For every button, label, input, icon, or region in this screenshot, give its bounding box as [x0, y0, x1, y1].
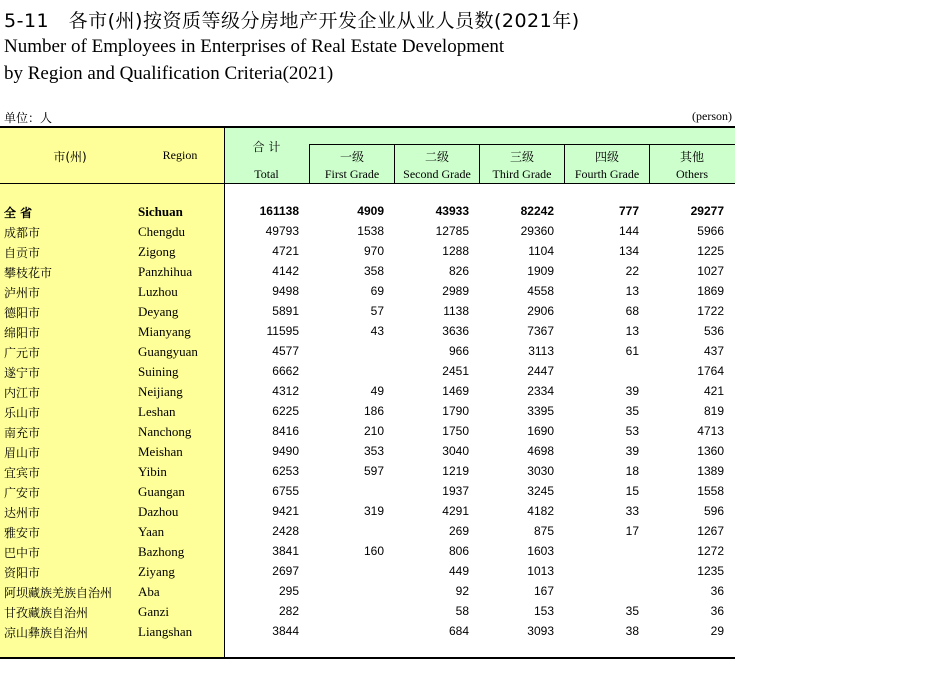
header-other-cn: 其他	[679, 150, 704, 164]
table-row	[0, 422, 735, 442]
total-cell: 4312	[272, 384, 299, 398]
first-grade-cell: 49	[370, 384, 384, 398]
first-grade-cell: 186	[363, 404, 384, 418]
table-title-english-line-1: Number of Employees in Enterprises of Real Estate Development	[4, 36, 505, 57]
first-grade-cell: 210	[363, 424, 384, 438]
fourth-grade-cell: 39	[625, 444, 639, 458]
total-cell: 49793	[265, 224, 299, 238]
second-grade-cell: 449	[448, 564, 469, 578]
others-cell: 1389	[697, 464, 724, 478]
fourth-grade-cell: 68	[625, 304, 639, 318]
table-row	[0, 442, 735, 462]
unit-label-english: (person)	[692, 109, 732, 123]
region-name-cn: 甘孜藏族自治州	[4, 606, 89, 620]
total-cell: 9490	[272, 444, 299, 458]
header-grade-3-cn: 三级	[509, 150, 534, 164]
fourth-grade-cell: 13	[625, 284, 639, 298]
third-grade-cell: 2447	[527, 364, 554, 378]
second-grade-cell: 1937	[442, 484, 469, 498]
total-cell: 4721	[272, 244, 299, 258]
table-row	[0, 282, 735, 302]
first-grade-cell: 970	[363, 244, 384, 258]
header-grade-3-en: Third Grade	[492, 167, 552, 181]
others-cell: 1558	[697, 484, 724, 498]
total-cell: 8416	[272, 424, 299, 438]
region-name-cn: 宜宾市	[4, 466, 41, 480]
region-name-en: Aba	[138, 584, 160, 599]
region-name-cn: 达州市	[4, 506, 41, 520]
table-title-english-line-2: by Region and Qualification Criteria(2021)	[4, 63, 334, 84]
first-grade-cell: 4909	[357, 204, 384, 218]
total-cell: 6253	[272, 464, 299, 478]
third-grade-cell: 153	[533, 604, 554, 618]
others-cell: 36	[710, 584, 724, 598]
table-row	[0, 382, 735, 402]
region-name-en: Zigong	[138, 244, 176, 259]
total-cell: 6755	[272, 484, 299, 498]
table-row	[0, 482, 735, 502]
region-name-cn: 全 省	[4, 206, 33, 220]
region-name-cn: 成都市	[4, 226, 41, 240]
others-cell: 1225	[697, 244, 724, 258]
others-cell: 4713	[697, 424, 724, 438]
second-grade-cell: 806	[448, 544, 469, 558]
region-name-en: Deyang	[138, 304, 179, 319]
others-cell: 1267	[697, 524, 724, 538]
total-cell: 3844	[272, 624, 299, 638]
total-cell: 4142	[272, 264, 299, 278]
fourth-grade-cell: 35	[625, 404, 639, 418]
total-cell: 11595	[266, 324, 299, 338]
fourth-grade-cell: 15	[625, 484, 639, 498]
second-grade-cell: 1288	[442, 244, 469, 258]
region-name-cn: 阿坝藏族羌族自治州	[4, 586, 113, 600]
others-cell: 421	[703, 384, 724, 398]
total-cell: 6662	[272, 364, 299, 378]
region-name-cn: 南充市	[4, 426, 41, 440]
second-grade-cell: 826	[448, 264, 469, 278]
second-grade-cell: 1790	[442, 404, 469, 418]
third-grade-cell: 3113	[528, 344, 554, 358]
second-grade-cell: 1219	[442, 464, 469, 478]
header-other-en: Others	[676, 167, 708, 181]
third-grade-cell: 1909	[527, 264, 554, 278]
region-name-cn: 自贡市	[4, 246, 41, 260]
first-grade-cell: 358	[363, 264, 384, 278]
fourth-grade-cell: 144	[618, 224, 639, 238]
region-name-cn: 资阳市	[4, 566, 41, 580]
second-grade-cell: 966	[448, 344, 469, 358]
first-grade-cell: 43	[370, 324, 384, 338]
header-grade-1-en: First Grade	[324, 167, 380, 181]
region-name-en: Panzhihua	[138, 264, 193, 279]
region-name-en: Suining	[138, 364, 179, 379]
table-row	[0, 402, 735, 422]
table-row	[0, 622, 735, 642]
region-name-en: Neijiang	[138, 384, 183, 399]
others-cell: 1272	[697, 544, 724, 558]
total-cell: 2428	[272, 524, 299, 538]
second-grade-cell: 3040	[442, 444, 469, 458]
region-name-en: Guangyuan	[138, 344, 198, 359]
fourth-grade-cell: 61	[625, 344, 639, 358]
table-row-province-total	[0, 202, 735, 222]
region-name-en: Dazhou	[138, 504, 179, 519]
fourth-grade-cell: 35	[625, 604, 639, 618]
table-row	[0, 242, 735, 262]
region-name-en: Yaan	[138, 524, 165, 539]
second-grade-cell: 1469	[442, 384, 469, 398]
header-region-cn: 市(州)	[53, 150, 87, 164]
total-cell: 9421	[272, 504, 299, 518]
region-name-en: Yibin	[138, 464, 167, 479]
second-grade-cell: 43933	[435, 204, 469, 218]
second-grade-cell: 58	[455, 604, 469, 618]
third-grade-cell: 4182	[527, 504, 554, 518]
header-grade-4-en: Fourth Grade	[574, 167, 640, 181]
fourth-grade-cell: 18	[625, 464, 639, 478]
fourth-grade-cell: 33	[625, 504, 639, 518]
table-row	[0, 262, 735, 282]
others-cell: 437	[703, 344, 724, 358]
table-row	[0, 522, 735, 542]
header-bottom-rule	[0, 183, 735, 184]
first-grade-cell: 1538	[357, 224, 384, 238]
table-row	[0, 462, 735, 482]
others-cell: 536	[703, 324, 724, 338]
table-row	[0, 362, 735, 382]
fourth-grade-cell: 38	[625, 624, 639, 638]
region-name-en: Meishan	[138, 444, 183, 459]
others-cell: 596	[703, 504, 724, 518]
first-grade-cell: 597	[363, 464, 384, 478]
third-grade-cell: 3245	[527, 484, 554, 498]
region-name-cn: 攀枝花市	[4, 266, 53, 280]
second-grade-cell: 3636	[442, 324, 469, 338]
others-cell: 1027	[697, 264, 724, 278]
region-name-en: Nanchong	[138, 424, 192, 439]
others-cell: 1869	[697, 284, 724, 298]
header-grade-4-cn: 四级	[594, 150, 619, 164]
region-name-en: Liangshan	[138, 624, 193, 639]
header-grade-1-cn: 一级	[339, 150, 364, 164]
others-cell: 1235	[697, 564, 724, 578]
fourth-grade-cell: 777	[618, 204, 639, 218]
fourth-grade-cell: 13	[625, 324, 639, 338]
third-grade-cell: 29360	[520, 224, 554, 238]
region-name-en: Sichuan	[138, 204, 183, 219]
second-grade-cell: 269	[448, 524, 469, 538]
total-cell: 2697	[272, 564, 299, 578]
third-grade-cell: 3395	[527, 404, 554, 418]
second-grade-cell: 1138	[443, 304, 469, 318]
second-grade-cell: 684	[448, 624, 469, 638]
third-grade-cell: 3030	[527, 464, 554, 478]
third-grade-cell: 7367	[527, 324, 554, 338]
third-grade-cell: 1104	[528, 244, 554, 258]
table-row	[0, 222, 735, 242]
region-name-cn: 眉山市	[4, 446, 41, 460]
region-name-cn: 德阳市	[4, 306, 41, 320]
third-grade-cell: 2334	[527, 384, 554, 398]
region-name-en: Mianyang	[138, 324, 191, 339]
others-cell: 36	[710, 604, 724, 618]
table-row	[0, 542, 735, 562]
third-grade-cell: 167	[533, 584, 554, 598]
others-cell: 29277	[690, 204, 724, 218]
table-row	[0, 322, 735, 342]
region-name-cn: 凉山彝族自治州	[4, 626, 89, 640]
fourth-grade-cell: 22	[625, 264, 639, 278]
total-cell: 5891	[272, 304, 299, 318]
header-total-en: Total	[254, 167, 279, 181]
second-grade-cell: 92	[455, 584, 469, 598]
region-name-en: Chengdu	[138, 224, 185, 239]
region-name-cn: 内江市	[4, 386, 41, 400]
third-grade-cell: 1690	[527, 424, 554, 438]
table-row	[0, 562, 735, 582]
fourth-grade-cell: 39	[625, 384, 639, 398]
region-name-en: Ganzi	[138, 604, 170, 619]
region-name-en: Guangan	[138, 484, 185, 499]
total-cell: 9498	[272, 284, 299, 298]
others-cell: 1360	[697, 444, 724, 458]
region-name-cn: 乐山市	[4, 406, 41, 420]
region-name-en: Luzhou	[138, 284, 178, 299]
table-row	[0, 582, 735, 602]
third-grade-cell: 2906	[527, 304, 554, 318]
second-grade-cell: 1750	[442, 424, 469, 438]
region-name-en: Ziyang	[138, 564, 175, 579]
unit-label-chinese: 单位：人	[4, 111, 53, 125]
region-name-cn: 雅安市	[4, 526, 41, 540]
first-grade-cell: 319	[363, 504, 384, 518]
total-cell: 161138	[259, 204, 299, 218]
region-name-cn: 绵阳市	[4, 326, 41, 340]
region-name-cn: 泸州市	[4, 286, 41, 300]
region-name-cn: 广元市	[4, 346, 41, 360]
third-grade-cell: 875	[533, 524, 554, 538]
others-cell: 1764	[697, 364, 724, 378]
total-cell: 3841	[272, 544, 299, 558]
second-grade-cell: 12785	[435, 224, 469, 238]
others-cell: 29	[710, 624, 724, 638]
table-top-rule	[0, 126, 735, 128]
second-grade-cell: 2451	[442, 364, 469, 378]
fourth-grade-cell: 17	[625, 524, 639, 538]
table-row	[0, 302, 735, 322]
total-cell: 282	[278, 604, 299, 618]
third-grade-cell: 1013	[527, 564, 554, 578]
first-grade-cell: 69	[370, 284, 384, 298]
table-bottom-rule	[0, 657, 735, 659]
table-title-chinese: 5-11 各市(州)按资质等级分房地产开发企业从业人员数(2021年)	[4, 10, 580, 32]
region-name-cn: 巴中市	[4, 546, 41, 560]
region-name-en: Leshan	[138, 404, 176, 419]
third-grade-cell: 1603	[527, 544, 554, 558]
others-cell: 5966	[697, 224, 724, 238]
region-name-en: Bazhong	[138, 544, 185, 559]
second-grade-cell: 2989	[442, 284, 469, 298]
total-cell: 6225	[272, 404, 299, 418]
third-grade-cell: 4558	[527, 284, 554, 298]
third-grade-cell: 82242	[520, 204, 554, 218]
first-grade-cell: 160	[363, 544, 384, 558]
second-grade-cell: 4291	[442, 504, 469, 518]
first-grade-cell: 57	[370, 304, 384, 318]
region-name-cn: 广安市	[4, 486, 41, 500]
third-grade-cell: 4698	[527, 444, 554, 458]
fourth-grade-cell: 53	[625, 424, 639, 438]
header-region-en: Region	[162, 148, 198, 162]
region-name-cn: 遂宁市	[4, 366, 41, 380]
total-cell: 295	[278, 584, 299, 598]
others-cell: 819	[703, 404, 724, 418]
others-cell: 1722	[697, 304, 724, 318]
table-row	[0, 602, 735, 622]
third-grade-cell: 3093	[527, 624, 554, 638]
table-row	[0, 502, 735, 522]
total-cell: 4577	[272, 344, 299, 358]
first-grade-cell: 353	[363, 444, 384, 458]
header-grade-2-en: Second Grade	[403, 167, 471, 181]
header-total-cn: 合 计	[252, 140, 281, 154]
fourth-grade-cell: 134	[618, 244, 639, 258]
header-grade-2-cn: 二级	[424, 150, 449, 164]
table-row	[0, 342, 735, 362]
grade-header-rule	[310, 144, 735, 145]
